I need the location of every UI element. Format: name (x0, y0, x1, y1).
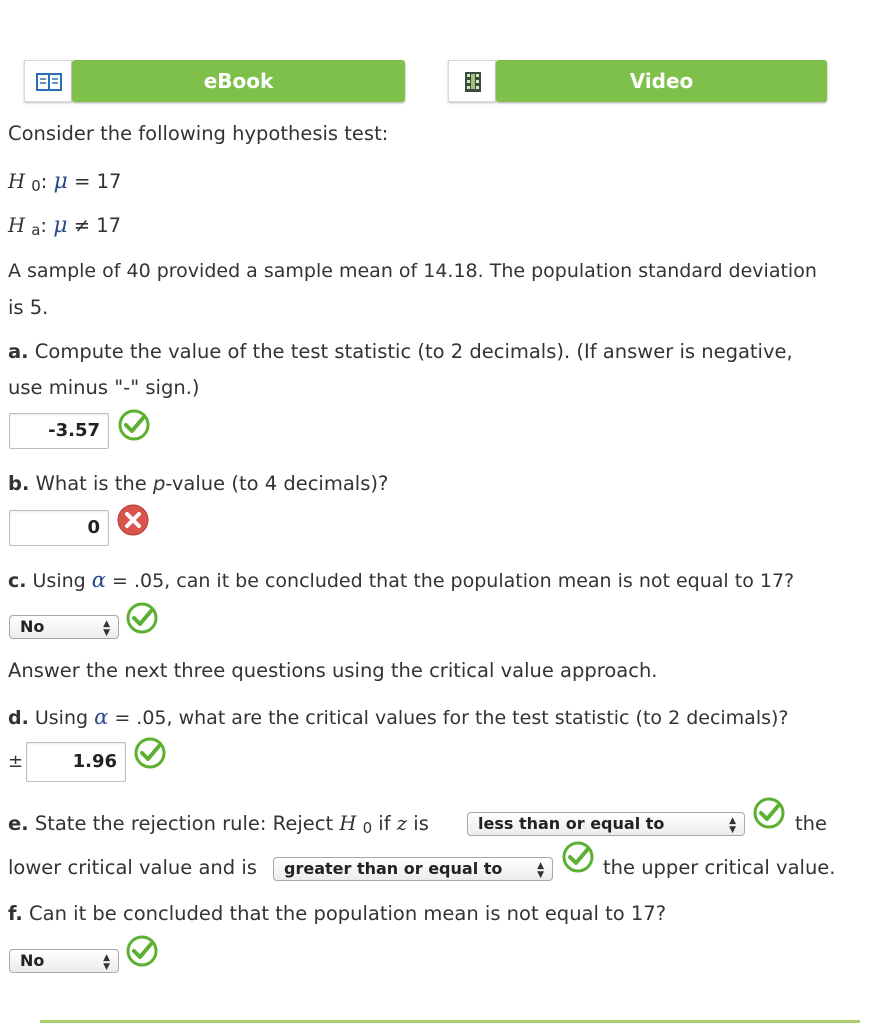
test-statistic-input[interactable] (9, 413, 109, 449)
correct-check-icon (132, 736, 168, 770)
p-value-value: 0 (87, 517, 100, 538)
question-e-line2-pre: lower critical value and is (8, 856, 257, 879)
question-a-label: a. (8, 340, 29, 363)
question-c-pre: Using (26, 570, 92, 592)
h0-subscript: 0 (362, 819, 373, 837)
ebook-button[interactable]: eBook (72, 60, 405, 102)
h0-subscript: 0 (31, 177, 41, 195)
rejection-rule-select-upper-value: greater than or equal to (284, 859, 503, 878)
question-e-if: if (372, 812, 397, 835)
correct-check-icon (124, 601, 160, 635)
rejection-rule-select-lower-value: less than or equal to (478, 814, 665, 833)
ha-subscript: a (31, 221, 41, 239)
correct-check-icon (560, 840, 596, 874)
plus-minus-symbol: ± (8, 751, 24, 772)
ha-relation: ≠ 17 (73, 214, 122, 237)
correct-check-icon (116, 408, 152, 442)
conclusion-select-f[interactable] (9, 949, 119, 973)
bottom-divider (40, 1020, 860, 1023)
question-c-label: c. (8, 570, 27, 592)
question-b-label: b. (8, 472, 30, 495)
question-b-p: p (152, 472, 166, 495)
video-button[interactable]: Video (496, 60, 827, 102)
h-symbol: H (8, 214, 26, 237)
conclusion-select-c-value: No (20, 617, 45, 636)
question-e-the: the (795, 812, 828, 835)
h-symbol: H (8, 170, 26, 193)
conclusion-select-f-value: No (20, 951, 45, 970)
null-hypothesis (8, 170, 121, 195)
select-arrows-icon: ▲ ▼ (729, 816, 736, 835)
question-e-is: is (407, 812, 429, 835)
select-arrows-icon: ▲ ▼ (537, 861, 544, 880)
p-value-input[interactable] (9, 510, 109, 546)
question-d (8, 705, 789, 730)
question-a-line1 (8, 340, 793, 364)
rejection-rule-select-upper[interactable] (273, 857, 553, 881)
sample-description-line2: is 5. (8, 296, 49, 319)
video-icon-box[interactable] (448, 60, 496, 102)
test-statistic-value: -3.57 (48, 420, 100, 441)
correct-check-icon (751, 796, 787, 830)
question-e-line2-post: the upper critical value. (603, 856, 836, 879)
question-d-label: d. (8, 707, 29, 729)
ebook-icon-box[interactable] (24, 60, 72, 102)
film-icon (449, 61, 497, 103)
ha-colon: : (40, 214, 54, 237)
h0-colon: : (40, 170, 54, 193)
question-c-post: = .05, can it be concluded that the population mean is not equal to 17? (105, 570, 795, 592)
conclusion-select-c[interactable] (9, 615, 119, 639)
question-e-line1 (8, 812, 429, 837)
question-b-pre: What is the (29, 472, 153, 495)
critical-value-input[interactable] (26, 742, 126, 782)
select-arrows-icon: ▲ ▼ (103, 619, 110, 638)
mu-symbol: μ (53, 213, 68, 238)
question-d-post: = .05, what are the critical values for the test statistic (to 2 decimals)? (108, 707, 789, 729)
critical-value-value: 1.96 (72, 751, 117, 772)
question-e-pre: State the rejection rule: Reject (28, 812, 340, 835)
select-arrows-icon: ▲ ▼ (103, 953, 110, 972)
correct-check-icon (124, 934, 160, 968)
h-symbol: H (339, 812, 357, 835)
alt-hypothesis (8, 214, 121, 239)
rejection-rule-select-lower[interactable] (467, 812, 745, 836)
question-a-text: Compute the value of the test statistic (to 2 decimals). (If answer is negative, (28, 340, 793, 363)
question-f-text: Can it be concluded that the population mean is not equal to 17? (22, 902, 667, 925)
critical-value-intro: Answer the next three questions using the critical value approach. (8, 659, 658, 682)
question-b-post: -value (to 4 decimals)? (165, 472, 389, 495)
question-c (8, 568, 794, 593)
sample-description-line1: A sample of 40 provided a sample mean of 14.18. The population standard deviation (8, 260, 817, 282)
question-f-label: f. (8, 902, 23, 925)
question-f (8, 902, 666, 926)
question-d-pre: Using (28, 707, 95, 729)
incorrect-x-icon (115, 503, 151, 537)
question-b (8, 472, 388, 496)
intro-text: Consider the following hypothesis test: (8, 122, 389, 145)
question-e-label: e. (8, 812, 29, 835)
alpha-symbol: α (91, 568, 106, 592)
mu-symbol: μ (53, 169, 68, 194)
book-icon (25, 61, 73, 103)
h0-relation: = 17 (74, 170, 122, 193)
alpha-symbol: α (94, 705, 109, 729)
question-a-line2: use minus "-" sign.) (8, 376, 200, 399)
z-symbol: z (396, 812, 408, 835)
